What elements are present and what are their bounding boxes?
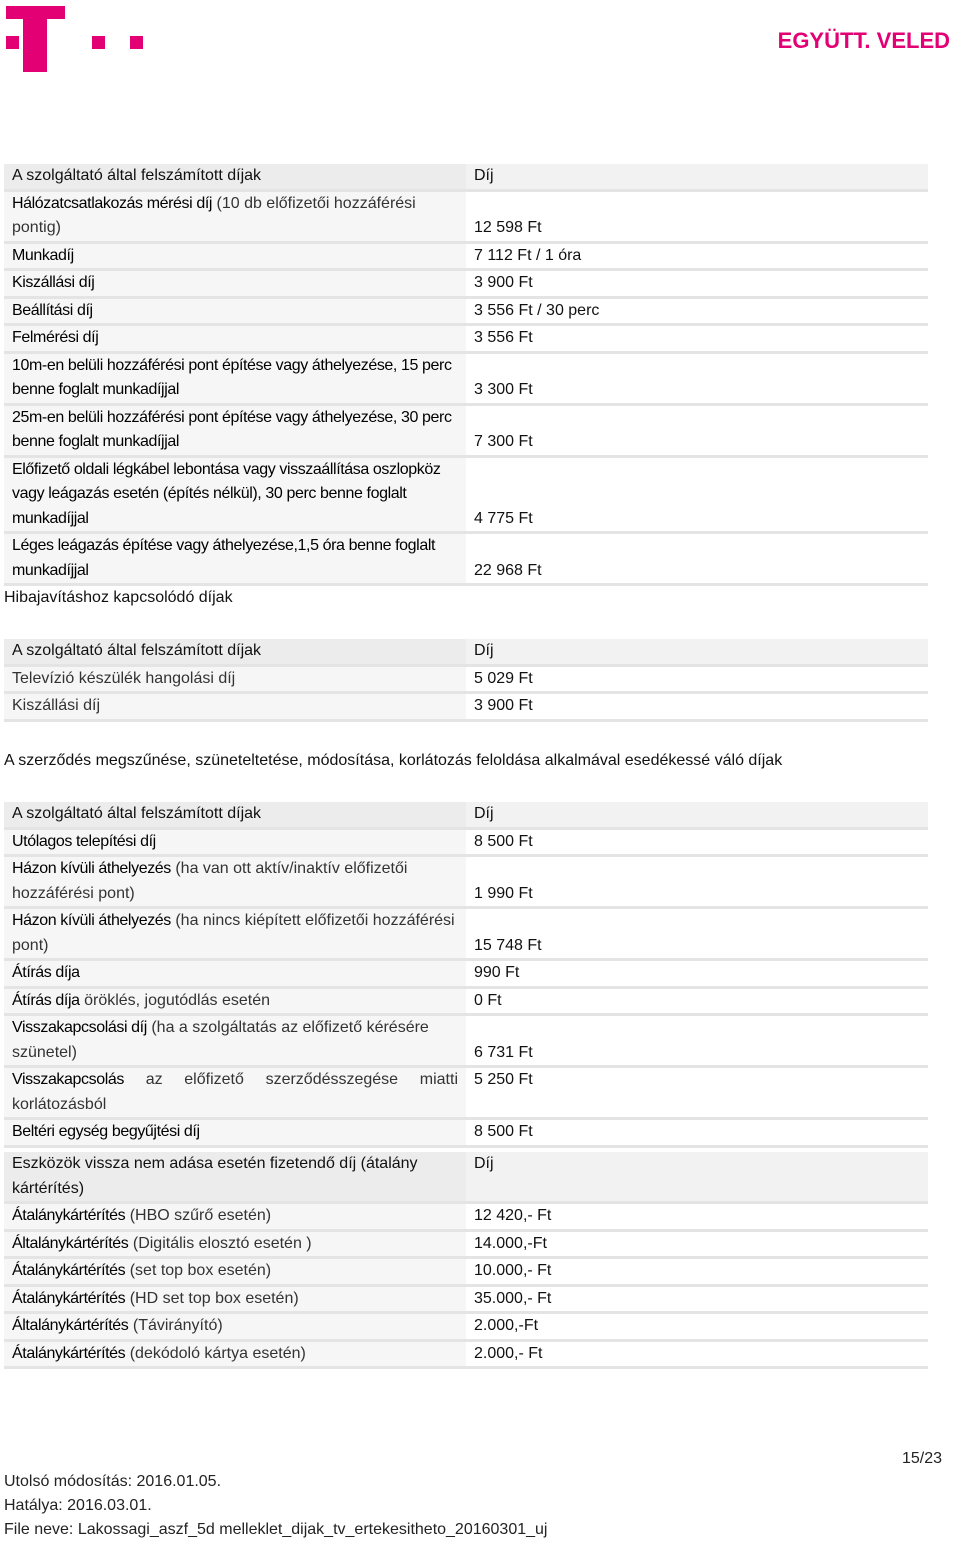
table-row bbox=[4, 665, 928, 693]
fee-qualifier: (Távirányító) bbox=[128, 1317, 223, 1334]
table-row bbox=[4, 987, 928, 1015]
footer-filename: File neve: Lakossagi_aszf_5d melleklet_dijak_tv_ertekesitheto_20160301_uj bbox=[4, 1521, 548, 1538]
fee-name-cell bbox=[4, 1313, 466, 1341]
fee-value: 3 556 Ft / 30 perc bbox=[466, 297, 928, 325]
table-row bbox=[4, 1258, 928, 1286]
fee-name-cell bbox=[4, 1285, 466, 1313]
column-header-fee-name: A szolgáltató által felszámított díjak bbox=[4, 639, 466, 665]
fee-qualifier: öröklés, jogutódlás esetén bbox=[79, 991, 270, 1009]
fee-value: 5 029 Ft bbox=[466, 665, 928, 693]
column-header-fee-name: A szolgáltató által felszámított díjak bbox=[4, 802, 466, 828]
fee-name: 25m-en belüli hozzáférési pont építése vagy áthelyezése, 30 perc benne foglalt munkadíjjal bbox=[12, 408, 452, 450]
fee-value: 1 990 Ft bbox=[466, 856, 928, 908]
table-row bbox=[4, 352, 928, 404]
fee-value: 35.000,- Ft bbox=[466, 1285, 928, 1313]
fee-name: Beltéri egység begyűjtési díj bbox=[12, 1123, 200, 1140]
table-row bbox=[4, 693, 928, 721]
table-row bbox=[4, 960, 928, 988]
fee-name: Léges leágazás építése vagy áthelyezése,1,5 óra benne foglalt munkadíjjal bbox=[12, 537, 436, 579]
fee-qualifier: Televízió készülék hangolási díj bbox=[12, 669, 236, 687]
telekom-logo-icon bbox=[6, 6, 146, 76]
fee-name-cell bbox=[4, 1340, 466, 1368]
fee-qualifier: (ha van ott aktív/inaktív előfizetői hozzáférési pont) bbox=[12, 860, 408, 902]
fee-value: 4 775 Ft bbox=[466, 456, 928, 533]
fee-name: Átalánykártérítés bbox=[12, 1344, 126, 1362]
fee-value: 6 731 Ft bbox=[466, 1015, 928, 1067]
fee-name-cell bbox=[4, 325, 466, 353]
fee-name: Átírás díja bbox=[12, 964, 80, 981]
fee-name-cell bbox=[4, 456, 466, 533]
fee-name-cell bbox=[4, 190, 466, 242]
fee-name: Beállítási díj bbox=[12, 301, 93, 319]
fee-name-cell bbox=[4, 908, 466, 960]
fee-name: Felmérési díj bbox=[12, 329, 99, 346]
fee-name-cell bbox=[4, 297, 466, 325]
section-title-repair: Hibajavításhoz kapcsolódó díjak bbox=[4, 589, 233, 606]
fee-name-cell bbox=[4, 1230, 466, 1258]
table-row bbox=[4, 297, 928, 325]
fee-qualifier: (HBO szűrő esetén) bbox=[125, 1207, 272, 1224]
fee-name-cell bbox=[4, 1067, 466, 1119]
column-header-fee: Díj bbox=[466, 639, 928, 665]
fee-name-cell bbox=[4, 987, 466, 1015]
fee-name-cell bbox=[4, 856, 466, 908]
fee-value: 0 Ft bbox=[466, 987, 928, 1015]
column-header-fee-name: A szolgáltató által felszámított díjak bbox=[4, 164, 466, 190]
fee-name: Átalánykártérítés bbox=[12, 1207, 126, 1224]
fee-name-cell bbox=[4, 1015, 466, 1067]
fee-value: 3 900 Ft bbox=[466, 270, 928, 298]
fee-qualifier: (HD set top box esetén) bbox=[125, 1289, 299, 1307]
fee-name-cell bbox=[4, 665, 466, 693]
fee-name: Átírás díja bbox=[12, 991, 80, 1009]
fee-value: 12 420,- Ft bbox=[466, 1203, 928, 1231]
table-row bbox=[4, 856, 928, 908]
fee-value: 12 598 Ft bbox=[466, 190, 928, 242]
fee-qualifier: (10 db előfizetői hozzáférési pontig) bbox=[12, 194, 416, 236]
fee-value: 8 500 Ft bbox=[466, 1119, 928, 1147]
fees-table-contract bbox=[4, 802, 928, 1148]
fee-value: 3 556 Ft bbox=[466, 325, 928, 353]
fee-name-cell bbox=[4, 352, 466, 404]
fee-value: 2.000,-Ft bbox=[466, 1313, 928, 1341]
table-row bbox=[4, 1285, 928, 1313]
fee-name-cell bbox=[4, 828, 466, 856]
fee-value: 2.000,- Ft bbox=[466, 1340, 928, 1368]
fee-name: Átalánykártérítés bbox=[12, 1289, 126, 1307]
fee-value: 8 500 Ft bbox=[466, 828, 928, 856]
table-row bbox=[4, 404, 928, 456]
fee-name: Házon kívüli áthelyezés bbox=[12, 860, 171, 877]
column-header-fee: Díj bbox=[466, 802, 928, 828]
fee-name-cell bbox=[4, 1203, 466, 1231]
fee-name: 10m-en belüli hozzáférési pont építése vagy áthelyezése, 15 perc benne foglalt munkadíjjal bbox=[12, 356, 452, 398]
table-row bbox=[4, 270, 928, 298]
table-row bbox=[4, 1015, 928, 1067]
fee-name-cell bbox=[4, 693, 466, 721]
fee-name-cell bbox=[4, 242, 466, 270]
table-row bbox=[4, 190, 928, 242]
page-number: 15/23 bbox=[901, 1450, 942, 1467]
fee-name: Munkadíj bbox=[12, 246, 74, 264]
column-header-fee: Díj bbox=[466, 164, 928, 190]
fees-table-repair bbox=[4, 639, 928, 722]
column-header-fee: Díj bbox=[466, 1152, 928, 1203]
fee-name: Visszakapcsolás bbox=[12, 1071, 124, 1088]
slogan: EGYÜTT. VELED bbox=[777, 28, 950, 53]
footer-effective: Hatálya: 2016.03.01. bbox=[4, 1497, 152, 1514]
fee-qualifier: Kiszállási díj bbox=[12, 697, 101, 714]
table-header-row bbox=[4, 164, 928, 190]
table-row bbox=[4, 1313, 928, 1341]
table-row bbox=[4, 828, 928, 856]
fees-table-installation bbox=[4, 164, 928, 586]
fee-qualifier: az előfizető szerződésszegése miatti korlátozásból bbox=[12, 1071, 458, 1113]
table-row bbox=[4, 1067, 928, 1119]
fees-table-devices bbox=[4, 1152, 928, 1369]
table-row bbox=[4, 533, 928, 585]
table-header-row bbox=[4, 639, 928, 665]
section-title-contract: A szerződés megszűnése, szüneteltetése, módosítása, korlátozás feloldása alkalmával esedékessé váló díjak bbox=[4, 752, 783, 769]
fee-name-cell bbox=[4, 404, 466, 456]
table-row bbox=[4, 1340, 928, 1368]
column-header-fee-name: Eszközök vissza nem adása esetén fizetendő díj (átalány kártérítés) bbox=[4, 1152, 466, 1203]
table-row bbox=[4, 325, 928, 353]
fee-qualifier: (dekódoló kártya esetén) bbox=[125, 1344, 306, 1362]
fee-name: Kiszállási díj bbox=[12, 274, 95, 291]
table-row bbox=[4, 242, 928, 270]
fee-qualifier: (set top box esetén) bbox=[125, 1262, 272, 1279]
fee-name-cell bbox=[4, 1119, 466, 1147]
table-row bbox=[4, 1230, 928, 1258]
fee-name-cell bbox=[4, 533, 466, 585]
fee-name: Visszakapcsolási díj bbox=[12, 1019, 147, 1036]
footer-modified: Utolsó módosítás: 2016.01.05. bbox=[4, 1473, 222, 1490]
fee-name: Hálózatcsatlakozás mérési díj bbox=[12, 194, 213, 212]
table-row bbox=[4, 1203, 928, 1231]
table-row bbox=[4, 908, 928, 960]
fee-value: 7 112 Ft / 1 óra bbox=[466, 242, 928, 270]
fee-name: Házon kívüli áthelyezés bbox=[12, 912, 171, 929]
fee-name: Átalánykártérítés bbox=[12, 1262, 126, 1279]
fee-name: Általánykártérítés bbox=[12, 1234, 129, 1252]
fee-value: 5 250 Ft bbox=[466, 1067, 928, 1119]
fee-value: 15 748 Ft bbox=[466, 908, 928, 960]
fee-value: 10.000,- Ft bbox=[466, 1258, 928, 1286]
table-row bbox=[4, 456, 928, 533]
fee-qualifier: (ha nincs kiépített előfizetői hozzáférési pont) bbox=[12, 912, 455, 954]
fee-qualifier: (Digitális elosztó esetén ) bbox=[128, 1234, 312, 1252]
fee-name: Utólagos telepítési díj bbox=[12, 832, 156, 850]
fee-qualifier: (ha a szolgáltatás az előfizető kérésére szünetel) bbox=[12, 1019, 429, 1061]
fee-value: 22 968 Ft bbox=[466, 533, 928, 585]
table-header-row bbox=[4, 802, 928, 828]
fee-value: 3 300 Ft bbox=[466, 352, 928, 404]
fee-name: Általánykártérítés bbox=[12, 1317, 129, 1334]
table-header-row bbox=[4, 1152, 928, 1203]
fee-value: 14.000,-Ft bbox=[466, 1230, 928, 1258]
fee-name-cell bbox=[4, 270, 466, 298]
table-row bbox=[4, 1119, 928, 1147]
fee-value: 3 900 Ft bbox=[466, 693, 928, 721]
fee-name: Előfizető oldali légkábel lebontása vagy visszaállítása oszlopköz vagy leágazás esetén (építés nélkül), 30 perc benne foglalt munkadíjjal bbox=[12, 460, 441, 527]
fee-name-cell bbox=[4, 960, 466, 988]
fee-name-cell bbox=[4, 1258, 466, 1286]
fee-value: 7 300 Ft bbox=[466, 404, 928, 456]
fee-value: 990 Ft bbox=[466, 960, 928, 988]
